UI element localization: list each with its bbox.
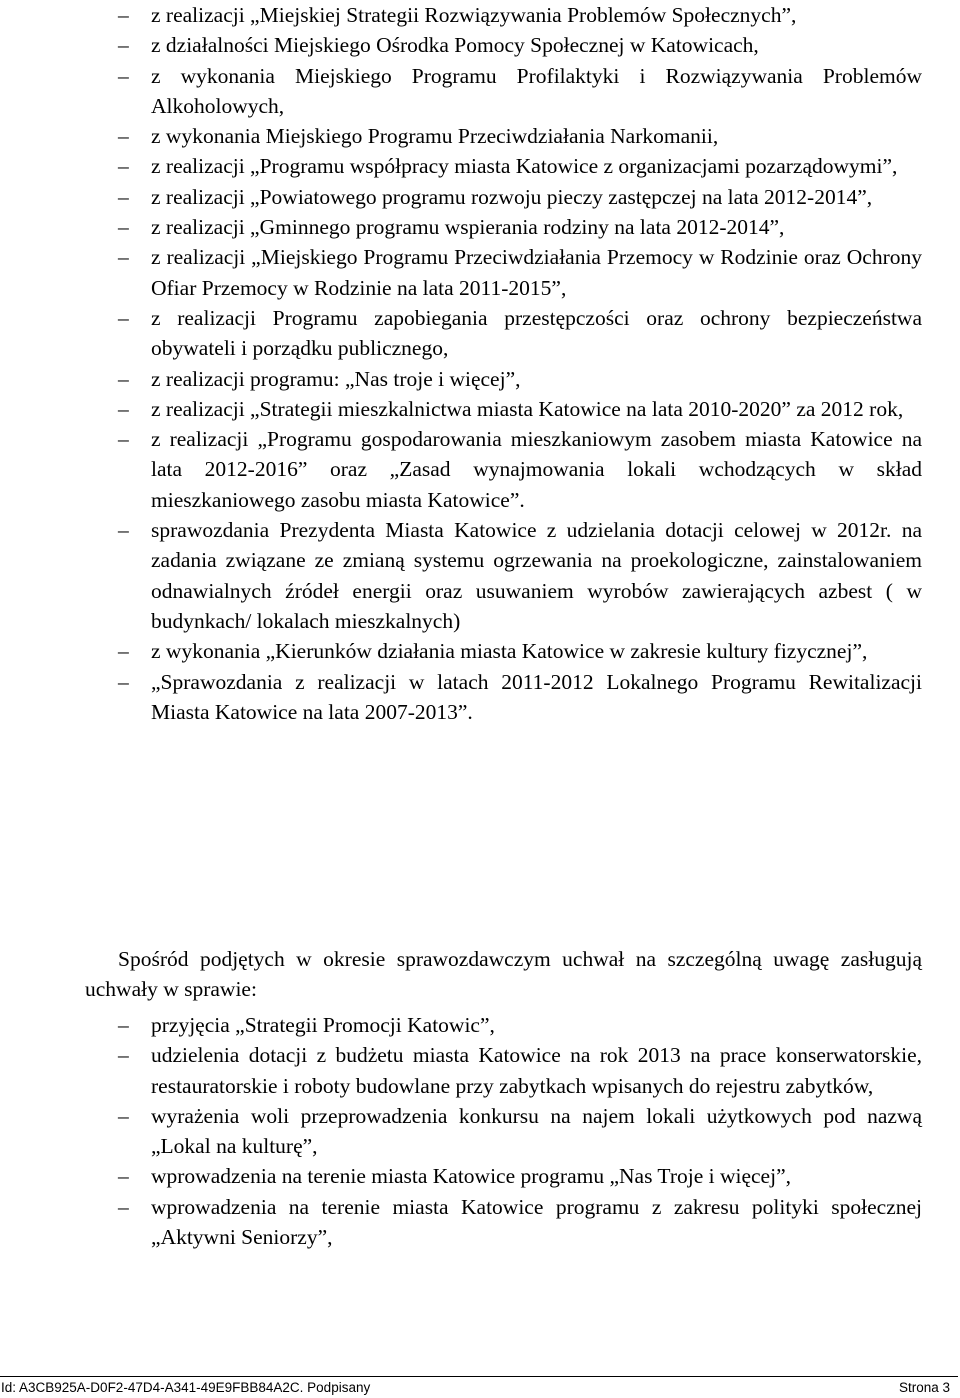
- list-item: [118, 30, 922, 60]
- list-item: [118, 1161, 922, 1191]
- list-item-text: z realizacji „Programu gospodarowania mieszkaniowym zasobem miasta Katowice na lata 2012-2016” oraz „Zasad wynajmowania lokali wchodzących w skład mieszkaniowego zasobu miasta Katowice”.: [151, 427, 922, 512]
- dash-bullet: –: [118, 639, 129, 664]
- list-item-text: z wykonania „Kierunków działania miasta Katowice w zakresie kultury fizycznej”,: [151, 639, 868, 664]
- page-footer: [0, 1376, 958, 1397]
- dash-bullet: –: [118, 1103, 129, 1128]
- dash-bullet: –: [118, 63, 129, 88]
- list-item: [118, 364, 922, 394]
- dash-bullet: –: [118, 215, 129, 240]
- dash-bullet: –: [118, 366, 129, 391]
- dash-bullet: –: [118, 3, 129, 27]
- dash-bullet: –: [118, 245, 129, 270]
- dash-bullet: –: [118, 518, 129, 543]
- list-item-text: z realizacji Programu zapobiegania przestępczości oraz ochrony bezpieczeństwa obywateli i porządku publicznego,: [151, 305, 922, 361]
- dash-bullet: –: [118, 305, 129, 330]
- dash-bullet: –: [118, 1194, 129, 1219]
- list-item-text: z realizacji „Strategii mieszkalnictwa miasta Katowice na lata 2010-2020” za 2012 rok,: [151, 396, 904, 421]
- list-item: [118, 667, 922, 728]
- list-item-text: sprawozdania Prezydenta Miasta Katowice z udzielania dotacji celowej w 2012r. na zadania związane ze zmianą systemu ogrzewania na proekologiczne, zainstalowaniem odnawialnych źródeł energii oraz usuwaniem wyrobów zawierających azbest ( w budynkach/ lokalach mieszkalnych): [151, 518, 922, 633]
- list-item-text: przyjęcia „Strategii Promocji Katowic”,: [151, 1013, 495, 1037]
- list-item: [118, 1010, 922, 1040]
- list-item-text: z realizacji „Gminnego programu wspierania rodziny na lata 2012-2014”,: [151, 215, 785, 240]
- list-item-text: wprowadzenia na terenie miasta Katowice programu z zakresu polityki społecznej „Aktywni Seniorzy”,: [151, 1194, 922, 1250]
- list-item: [118, 394, 922, 424]
- list-item-text: wyrażenia woli przeprowadzenia konkursu na najem lokali użytkowych pod nazwą „Lokal na kulturę”,: [151, 1103, 922, 1159]
- list-item-text: wprowadzenia na terenie miasta Katowice programu „Nas Troje i więcej”,: [151, 1164, 791, 1189]
- list-item: [118, 1192, 922, 1253]
- list-item: [118, 1101, 922, 1162]
- list-item-text: z realizacji „Miejskiego Programu Przeciwdziałania Przemocy w Rodzinie oraz Ochrony Ofiar Przemocy w Rodzinie na lata 2011-2015”,: [151, 245, 922, 300]
- resolutions-intro: Spośród podjętych w okresie sprawozdawczym uchwał na szczególną uwagę zasługują uchwały w sprawie:: [85, 947, 922, 1002]
- dash-bullet: –: [118, 669, 129, 694]
- report-list: [118, 0, 922, 727]
- dash-bullet: –: [118, 1013, 129, 1037]
- list-item: [118, 182, 922, 212]
- list-item: [118, 61, 922, 122]
- list-item-text: z realizacji programu: „Nas troje i więcej”,: [151, 366, 521, 391]
- list-item-text: „Sprawozdania z realizacji w latach 2011-2012 Lokalnego Programu Rewitalizacji Miasta Katowice na lata 2007-2013”.: [151, 669, 922, 724]
- list-item: [118, 151, 922, 181]
- page-number: Strona 3: [898, 1380, 950, 1395]
- list-item-text: z realizacji „Powiatowego programu rozwoju pieczy zastępczej na lata 2012-2014”,: [151, 184, 873, 209]
- list-item: [118, 0, 922, 30]
- dash-bullet: –: [118, 396, 129, 421]
- list-item: [118, 303, 922, 364]
- list-item: [118, 242, 922, 303]
- dash-bullet: –: [118, 1164, 129, 1189]
- list-item-text: z działalności Miejskiego Ośrodka Pomocy Społecznej w Katowicach,: [151, 33, 759, 58]
- list-item: [118, 424, 922, 515]
- list-item-text: z wykonania Miejskiego Programu Przeciwdziałania Narkomanii,: [151, 124, 719, 149]
- list-item: [118, 212, 922, 242]
- list-item: [118, 121, 922, 151]
- dash-bullet: –: [118, 427, 129, 452]
- list-item-text: udzielenia dotacji z budżetu miasta Katowice na rok 2013 na prace konserwatorskie, restauratorskie i roboty budowlane przy zabytkach wpisanych do rejestru zabytków,: [151, 1043, 922, 1098]
- document-id: Id: A3CB925A-D0F2-47D4-A341-49E9FBB84A2C. Podpisany: [1, 1380, 371, 1395]
- dash-bullet: –: [118, 1043, 129, 1068]
- list-item-text: z realizacji „Programu współpracy miasta Katowice z organizacjami pozarządowymi”,: [151, 154, 898, 179]
- list-item: [118, 515, 922, 636]
- list-item-text: z wykonania Miejskiego Programu Profilaktyki i Rozwiązywania Problemów Alkoholowych,: [151, 63, 922, 118]
- list-item: [118, 636, 922, 666]
- list-item: [118, 1040, 922, 1101]
- dash-bullet: –: [118, 154, 129, 179]
- resolutions-list: [118, 1010, 922, 1252]
- dash-bullet: –: [118, 124, 129, 149]
- list-item-text: z realizacji „Miejskiej Strategii Rozwiązywania Problemów Społecznych”,: [151, 3, 797, 27]
- dash-bullet: –: [118, 184, 129, 209]
- dash-bullet: –: [118, 33, 129, 58]
